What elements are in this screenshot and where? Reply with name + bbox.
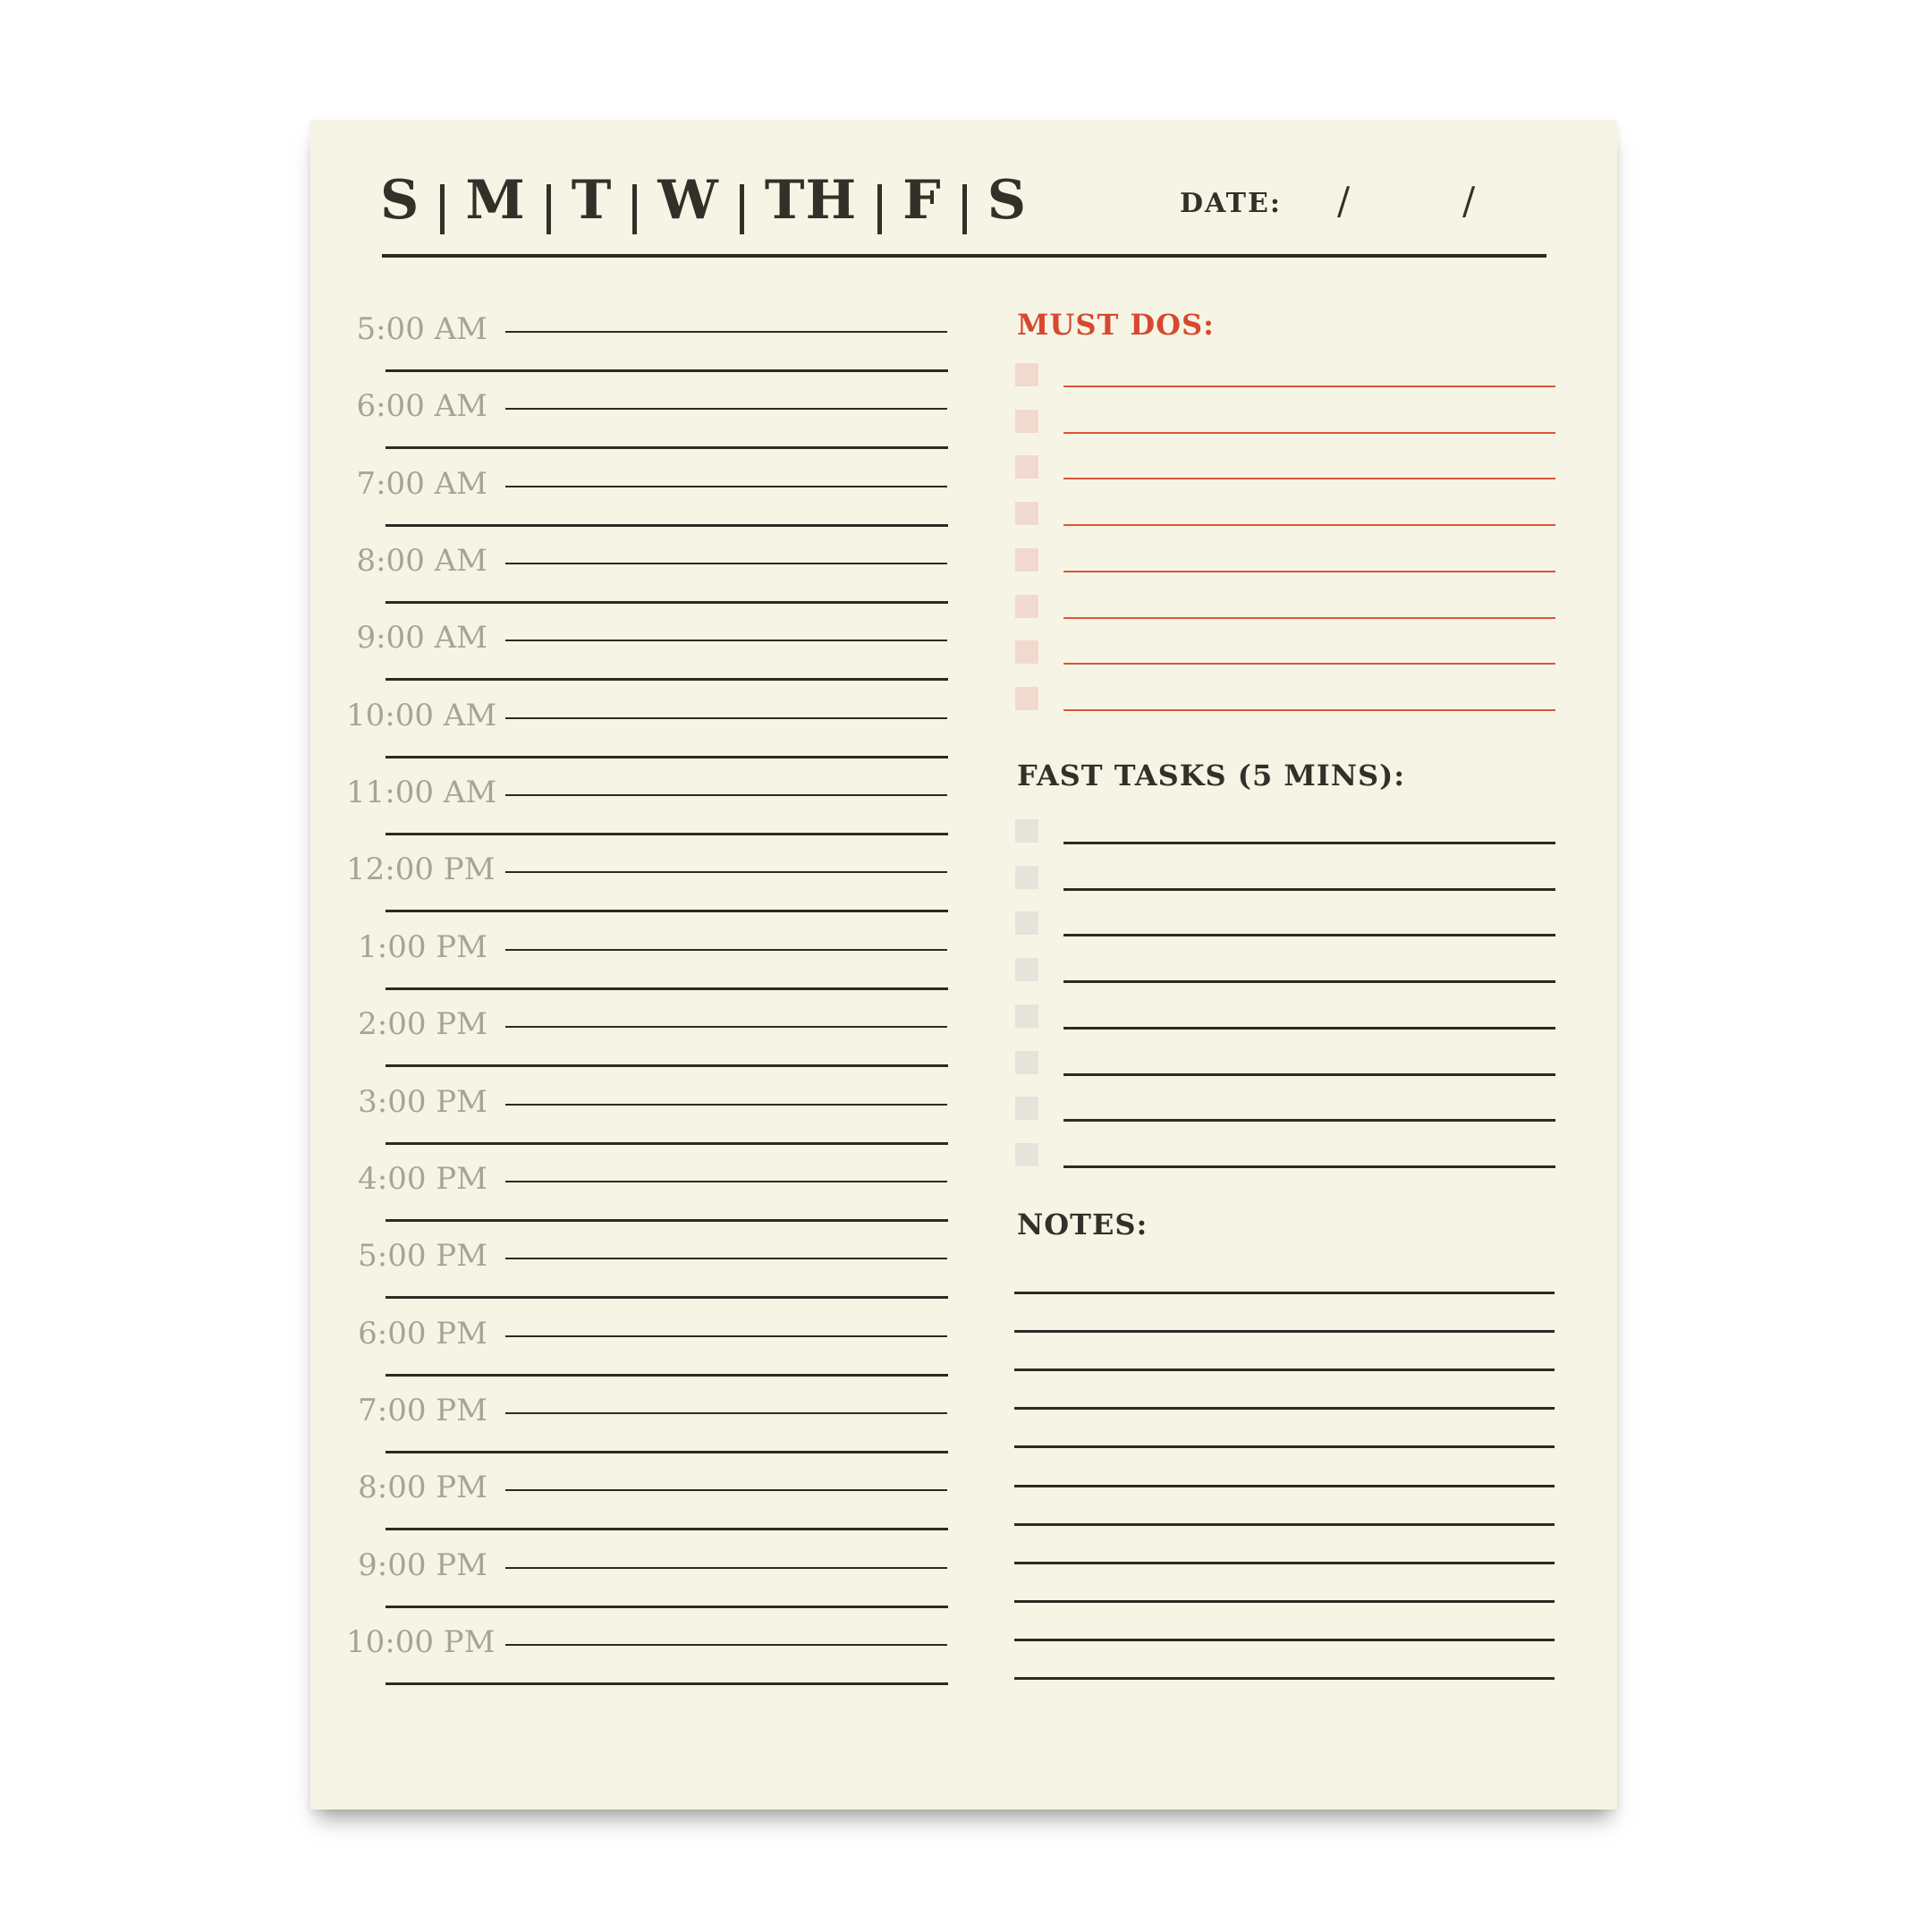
hour-writing-line — [505, 717, 947, 719]
hour-writing-line — [505, 1181, 947, 1182]
note-writing-line — [1014, 1639, 1555, 1641]
hour-writing-line — [505, 1258, 947, 1259]
header-rule — [382, 254, 1546, 258]
task-writing-line — [1063, 1165, 1555, 1168]
half-hour-line — [386, 446, 948, 449]
checkbox — [1015, 640, 1038, 664]
checkbox — [1015, 363, 1038, 386]
hour-writing-line — [505, 1489, 947, 1491]
time-label: 8:00 AM — [356, 543, 487, 580]
planner-sheet — [310, 120, 1617, 1809]
weekday-f-5: F — [902, 169, 942, 232]
note-writing-line — [1014, 1407, 1555, 1410]
checkbox — [1015, 1097, 1038, 1120]
half-hour-line — [386, 678, 948, 681]
half-hour-line — [386, 1296, 948, 1299]
hour-writing-line — [505, 1644, 947, 1646]
notes-title: NOTES: — [1017, 1208, 1148, 1241]
checkbox — [1015, 1051, 1038, 1074]
half-hour-line — [386, 756, 948, 758]
time-label: 12:00 PM — [346, 852, 496, 888]
time-label: 7:00 PM — [358, 1392, 487, 1428]
weekday-w-3: W — [657, 169, 719, 232]
time-label: 5:00 PM — [358, 1238, 487, 1275]
time-label: 10:00 AM — [346, 697, 497, 733]
time-label: 4:00 PM — [358, 1160, 487, 1197]
hour-writing-line — [505, 331, 947, 333]
checkbox — [1015, 502, 1038, 525]
note-writing-line — [1014, 1677, 1555, 1680]
half-hour-line — [386, 1528, 948, 1530]
hour-writing-line — [505, 486, 947, 487]
half-hour-line — [386, 1451, 948, 1453]
hour-writing-line — [505, 1335, 947, 1337]
half-hour-line — [386, 910, 948, 912]
checkbox — [1015, 455, 1038, 479]
weekday-m-1: M — [465, 169, 526, 232]
hour-writing-line — [505, 871, 947, 873]
fast-tasks-title: FAST TASKS (5 MINS): — [1017, 758, 1406, 792]
note-writing-line — [1014, 1368, 1555, 1371]
checkbox — [1015, 1143, 1038, 1166]
note-writing-line — [1014, 1330, 1555, 1333]
task-writing-line — [1063, 842, 1555, 844]
time-label: 9:00 AM — [356, 620, 487, 657]
note-writing-line — [1014, 1600, 1555, 1603]
hour-writing-line — [505, 1104, 947, 1106]
time-label: 10:00 PM — [346, 1623, 496, 1660]
half-hour-line — [386, 1374, 948, 1377]
hour-writing-line — [505, 640, 947, 641]
note-writing-line — [1014, 1523, 1555, 1526]
checkbox — [1015, 866, 1038, 889]
hour-writing-line — [505, 949, 947, 951]
time-label: 6:00 AM — [356, 388, 487, 425]
task-writing-line — [1063, 1073, 1555, 1076]
checkbox — [1015, 548, 1038, 572]
time-label: 3:00 PM — [358, 1083, 487, 1120]
time-label: 6:00 PM — [358, 1315, 487, 1352]
task-writing-line — [1063, 1119, 1555, 1122]
half-hour-line — [386, 1682, 948, 1685]
task-writing-line — [1063, 524, 1555, 526]
task-writing-line — [1063, 888, 1555, 891]
task-writing-line — [1063, 617, 1555, 619]
task-writing-line — [1063, 1027, 1555, 1030]
half-hour-line — [386, 987, 948, 990]
time-label: 7:00 AM — [356, 465, 487, 502]
checkbox — [1015, 687, 1038, 710]
note-writing-line — [1014, 1485, 1555, 1487]
weekday-s-0: S — [380, 169, 420, 232]
task-writing-line — [1063, 980, 1555, 983]
time-label: 9:00 PM — [358, 1546, 487, 1583]
half-hour-line — [386, 369, 948, 372]
task-writing-line — [1063, 432, 1555, 434]
half-hour-line — [386, 1064, 948, 1067]
half-hour-line — [386, 601, 948, 604]
task-writing-line — [1063, 709, 1555, 711]
time-label: 2:00 PM — [358, 1006, 487, 1043]
must-dos-title: MUST DOS: — [1017, 308, 1215, 342]
note-writing-line — [1014, 1562, 1555, 1564]
hour-writing-line — [505, 1567, 947, 1569]
task-writing-line — [1063, 478, 1555, 479]
note-writing-line — [1014, 1445, 1555, 1448]
checkbox — [1015, 819, 1038, 843]
hour-writing-line — [505, 1026, 947, 1028]
task-writing-line — [1063, 386, 1555, 387]
time-label: 11:00 AM — [346, 775, 497, 811]
half-hour-line — [386, 1219, 948, 1222]
time-label: 5:00 AM — [356, 311, 487, 347]
checkbox — [1015, 1004, 1038, 1028]
half-hour-line — [386, 1606, 948, 1608]
half-hour-line — [386, 1142, 948, 1145]
checkbox — [1015, 911, 1038, 935]
checkbox — [1015, 958, 1038, 981]
checkbox — [1015, 410, 1038, 433]
date-row — [310, 120, 1617, 263]
time-label: 1:00 PM — [358, 928, 487, 965]
weekday-th-4: TH — [764, 169, 858, 232]
weekday-t-2: T — [571, 169, 613, 232]
note-writing-line — [1014, 1292, 1555, 1294]
checkbox — [1015, 595, 1038, 618]
hour-writing-line — [505, 794, 947, 796]
hour-writing-line — [505, 563, 947, 564]
task-writing-line — [1063, 571, 1555, 572]
task-writing-line — [1063, 663, 1555, 665]
date-label: DATE: — [1180, 188, 1282, 219]
hour-writing-line — [505, 1412, 947, 1414]
hour-writing-line — [505, 408, 947, 410]
date-slash-day-year: / — [1462, 179, 1476, 223]
half-hour-line — [386, 833, 948, 835]
date-slash-month-day: / — [1337, 179, 1351, 223]
time-label: 8:00 PM — [358, 1470, 487, 1506]
half-hour-line — [386, 524, 948, 527]
weekday-s-6: S — [987, 169, 1028, 232]
task-writing-line — [1063, 934, 1555, 936]
